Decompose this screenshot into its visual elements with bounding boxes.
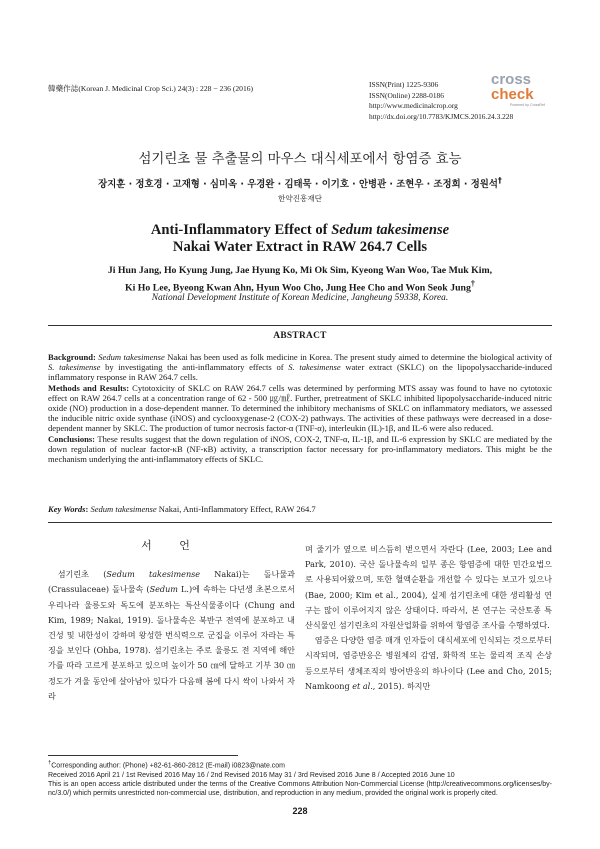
abstract-body (48, 352, 552, 464)
body-left-column (48, 538, 295, 704)
english-title (0, 222, 600, 256)
body-paragraph: 며 줄기가 옆으로 비스듬히 벋으면서 자란다 (Lee, 2003; Lee and Park, 2010). 국산 돌나물속의 일부 종은 항염증에 대한 민간요법으로 사용되어왔으며, 또한 혈액순환을 개선할 수 있다는 보고가 있으나 (Bae, 2000; Kim et al., 2004), 실제 섬기린초에 대한 생리활성 연구는 많이 이루어지지 않은 상태이다. 따라서, 본 연구는 국산토종 특산식물인 섬기린초의 자원산업화를 위하여 항염증 조사를 수행하였다. (305, 544, 552, 631)
background-text-3: water extract (SKLC) on the lipopolysaccharide-induced inflammatory response in RAW 264.7 cells. (48, 362, 552, 383)
body-text: 섬기린초 ( (57, 569, 107, 580)
background-label: Background: (48, 352, 96, 362)
keywords: Key Words: Sedum takesimense Nakai, Anti-Inflammatory Effect, RAW 264.7 (48, 504, 316, 514)
section-heading: 서 언 (141, 539, 202, 552)
crossmark-bottom-text: check (491, 86, 534, 103)
body-paragraph (305, 633, 552, 694)
background-text-1: Nakai has been used as folk medicine in Korea. The present study aimed to determine the biological activity of (164, 352, 553, 362)
crossmark-powered-text: Powered by CrossRef (510, 103, 545, 107)
korean-title: 섬기린초 물 추출물의 마우스 대식세포에서 항염증 효능 (138, 152, 462, 167)
page-number: 228 (292, 806, 308, 816)
english-authors-mark: † (470, 279, 475, 288)
issn-print: ISSN(Print) 1225-9306 (369, 80, 439, 89)
english-affiliation: National Development Institute of Korean Medicine, Jangheung 59338, Korea. (151, 293, 449, 303)
keywords-text: Nakai, Anti-Inflammatory Effect, RAW 264.7 (156, 504, 316, 514)
english-authors (40, 264, 560, 294)
english-title-line2: Nakai Water Extract in RAW 264.7 Cells (172, 239, 428, 255)
keywords-label: Key Words (48, 504, 86, 514)
license-text: This is an open access article distributed under the terms of the Creative Commons Attribution Non-Commercial License (http://creativecommons.org/licenses/by-nc/3.0/) which permits unrestricted non-commercial use, distribution, and reproduction in any medium, provided the original work is properly cited. (48, 780, 552, 797)
abstract-top-rule (48, 325, 552, 326)
korean-authors-mark: † (497, 176, 502, 185)
crossmark-top-text: cross (491, 71, 532, 88)
crossmark-icon (463, 69, 553, 109)
background-species-2: S. takesimense (48, 362, 101, 373)
background-text-2: by investigating the anti-inflammatory effects of (100, 362, 289, 373)
journal-website-link[interactable]: http://www.medicinalcrop.org (369, 101, 458, 111)
background-species-3: S. takesimense (288, 362, 341, 373)
corresponding-mark: † (48, 760, 52, 766)
methods-label: Methods and Results: (48, 382, 130, 393)
methods-text: Cytotoxicity of SKLC on RAW 264.7 cells was determined by performing MTS assay was found to have no cytotoxic effect on RAW 264.7 cells at a concentration range of 62 - 500 ㎍/㎖. Further, pretreatment of SKLC inhibited lipopolysaccharide-induced nitric oxide (NO) production in a dose-dependent manner. To determined the inhibitory mechanisms of SKLC on inflammatory mediators, we assessed the inducible nitric oxide synthase (iNOS) and cyclooxygenase-2 (COX-2) pathways. The activities of these pathways were decreased in a dose-dependent manner by SKLC. The production of tumor necrosis factor-α (TNF-α), interleukin (IL)-1β, and IL-6 were also reduced. (48, 382, 552, 434)
conclusions-text: These results suggest that the down regulation of iNOS, COX-2, TNF-α, IL-1β, and IL-6 expression by SKLC are mediated by the down regulation of nuclear factor-κB (NF-κB) activity, a transcription factor necessary for pro-inflammatory mediators. This might be the mechanism underlying the anti-inflammatory effects of SKLC. (48, 433, 552, 465)
crossmark-logo[interactable] (463, 69, 553, 109)
abstract-background (48, 352, 552, 383)
korean-authors (0, 176, 600, 190)
body-text: Nakai)는 돌나물과 (Crassulaceae) 돌나물속 ( (48, 569, 295, 595)
background-species-1: Sedum takesimense (98, 352, 165, 362)
english-authors-line2: Ki Ho Lee, Byeong Kwan Ahn, Hyun Woo Cho, Jung Hee Cho and Won Seok Jung (125, 282, 471, 294)
body-text: L.)에 속하는 다년생 초본으로서 우리나라 울릉도와 독도에 분포하는 특산식물종이다 (Chung and Kim, 1989; Nakai, 1919). 돌나물속은 북반구 전역에 분포하고 내건성 및 내한성이 강하며 왕성한 번식력으로 군집을 이루어 자라는 특징을 보인다 (Ohba, 1978). 섬기린초는 주로 울릉도 전 지역에 해안가를 따라 고르게 분포하고 있으며 높이가 50 ㎝에 달하고 기부 30 ㎝ 정도가 겨울 동안에 살아남아 있다가 다음해 봄에 다시 싹이 나와서 자라 (48, 584, 295, 701)
abstract-conclusions (48, 434, 552, 465)
issn-online: ISSN(Online) 2288-0186 (369, 90, 444, 100)
doi-link[interactable]: http://dx.doi.org/10.7783/KJMCS.2016.24.3.228 (369, 111, 514, 121)
body-et-al: et al (352, 680, 371, 691)
english-authors-line1: Ji Hun Jang, Ho Kyung Jung, Jae Hyung Ko, Mi Ok Sim, Kyeong Wan Woo, Tae Muk Kim, (107, 265, 493, 276)
english-title-plain: Anti-Inflammatory Effect of (150, 222, 332, 238)
korean-affiliation: 한약진흥재단 (277, 194, 322, 203)
footnotes (48, 759, 552, 798)
body-text: ., 2015). 하지만 (370, 680, 431, 691)
body-text: 염증은 다양한 염증 매개 인자들이 대식세포에 인식되는 것으로부터 시작되며, 염증반응은 병원체의 감염, 화학적 또는 물리적 조직 손상 등으로부터 생체조직의 방어반응의 하나이다 (Lee and Cho, 2015; Namkoong (305, 635, 552, 691)
body-right-column (305, 542, 552, 694)
body-species: Sedum takesimense (106, 569, 201, 580)
body-paragraph (48, 567, 295, 704)
journal-citation: 韓藥作誌(Korean J. Medicinal Crop Sci.) 24(3) : 228 − 236 (2016) (48, 84, 254, 93)
keywords-species: Sedum takesimense (90, 504, 157, 514)
abstract-heading: ABSTRACT (273, 331, 327, 341)
abstract-bottom-rule (48, 522, 552, 523)
body-genus: Sedum (149, 584, 178, 595)
korean-authors-names: 장지훈 · 정호경 · 고재형 · 심미옥 · 우경완 · 김태묵 · 이기호 · 안병관 · 조현우 · 조정희 · 정원석 (98, 179, 498, 191)
footnote-rule (48, 755, 238, 756)
received-dates: Received 2016 April 21 / 1st Revised 2016 May 16 / 2nd Revised 2016 May 31 / 3rd Revised 2016 June 8 / Accepted 2016 June 10 (48, 771, 455, 779)
abstract-methods (48, 383, 552, 434)
english-title-species: Sedum takesimense (331, 222, 450, 238)
conclusions-label: Conclusions: (48, 433, 96, 444)
corresponding-author: Corresponding author: (Phone) +82-61-860-2812 (E-mail) i0823@nate.com (51, 762, 286, 770)
